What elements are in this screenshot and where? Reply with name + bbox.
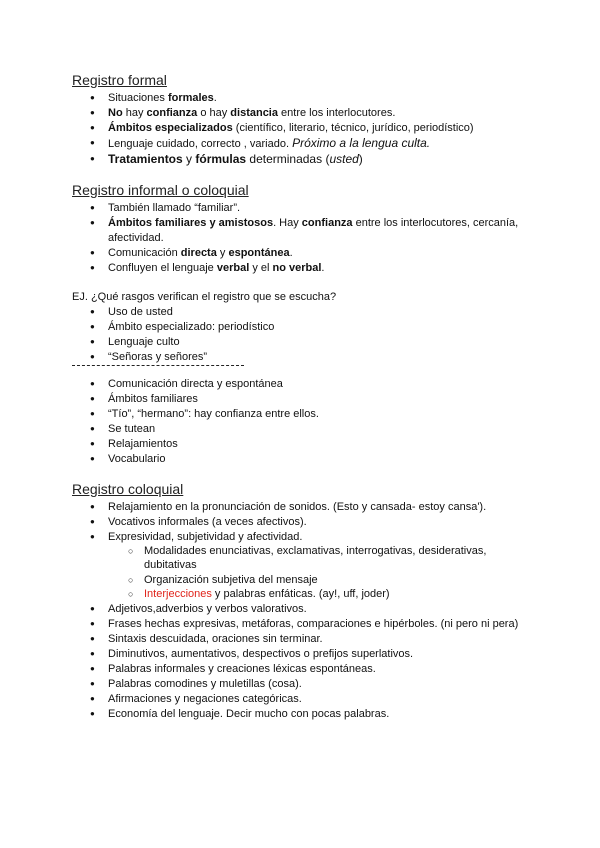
- list-item: ● Situaciones formales.: [108, 91, 217, 105]
- list-item: ● “Tío”, “hermano”: hay confianza entre ellos.: [108, 407, 319, 421]
- list-item: ● Afirmaciones y negaciones categóricas.: [108, 692, 302, 706]
- list-item: ● Se tutean: [108, 422, 155, 436]
- list-item: ● Ámbitos familiares y amistosos. Hay confianza entre los interlocutores, cercanía,: [108, 216, 518, 230]
- sub-list-item: ○ Organización subjetiva del mensaje: [144, 573, 318, 587]
- list-item: ● No hay confianza o hay distancia entre los interlocutores.: [108, 106, 395, 120]
- list-item: ● Comunicación directa y espontánea.: [108, 246, 293, 260]
- list-item: ● Comunicación directa y espontánea: [108, 377, 283, 391]
- list-item: ● También llamado “familiar”.: [108, 201, 240, 215]
- list-item: ● Vocativos informales (a veces afectivos).: [108, 515, 307, 529]
- list-item: ● Expresividad, subjetividad y afectividad.: [108, 530, 302, 544]
- list-item: ● Vocabulario: [108, 452, 166, 466]
- list-item: ● Uso de usted: [108, 305, 173, 319]
- list-item: ● Economía del lenguaje. Decir mucho con pocas palabras.: [108, 707, 389, 721]
- list-item: ● Confluyen el lenguaje verbal y el no verbal.: [108, 261, 324, 275]
- list-item: ● Palabras informales y creaciones léxicas espontáneas.: [108, 662, 376, 676]
- list-item: ● Ámbitos familiares: [108, 392, 198, 406]
- sub-list-item: ○ Modalidades enunciativas, exclamativas, interrogativas, desiderativas,: [144, 544, 486, 558]
- list-item: ● Tratamientos y fórmulas determinadas (usted): [108, 152, 363, 167]
- exercise-question: EJ. ¿Qué rasgos verifican el registro que se escucha?: [72, 291, 337, 303]
- list-item: ● Ámbito especializado: periodístico: [108, 320, 274, 334]
- list-item: ● Diminutivos, aumentativos, despectivos o prefijos superlativos.: [108, 647, 413, 661]
- sub-list-item-continuation: dubitativas: [144, 559, 197, 571]
- list-item: ● Lenguaje cuidado, correcto , variado. Próximo a la lengua culta.: [108, 136, 430, 151]
- list-item: ● Palabras comodines y muletillas (cosa).: [108, 677, 302, 691]
- list-item: ● Relajamiento en la pronunciación de sonidos. (Esto y cansada- estoy cansa').: [108, 500, 486, 514]
- list-item-continuation: afectividad.: [108, 232, 164, 244]
- heading-registro-coloquial: Registro coloquial: [72, 481, 184, 497]
- dashed-separator: [72, 365, 244, 366]
- sub-list-item: ○ Interjecciones y palabras enfáticas. (ay!, uff, joder): [144, 587, 390, 601]
- list-item: ● Sintaxis descuidada, oraciones sin terminar.: [108, 632, 323, 646]
- heading-registro-informal: Registro informal o coloquial: [72, 182, 249, 198]
- list-item: ● Frases hechas expresivas, metáforas, comparaciones e hipérboles. (ni pero ni pera): [108, 617, 518, 631]
- list-item: ● Adjetivos,adverbios y verbos valorativos.: [108, 602, 307, 616]
- list-item: ● “Señoras y señores”: [108, 350, 207, 364]
- heading-registro-formal: Registro formal: [72, 72, 167, 88]
- list-item: ● Lenguaje culto: [108, 335, 180, 349]
- list-item: ● Relajamientos: [108, 437, 178, 451]
- list-item: ● Ámbitos especializados (científico, literario, técnico, jurídico, periodístico): [108, 121, 474, 135]
